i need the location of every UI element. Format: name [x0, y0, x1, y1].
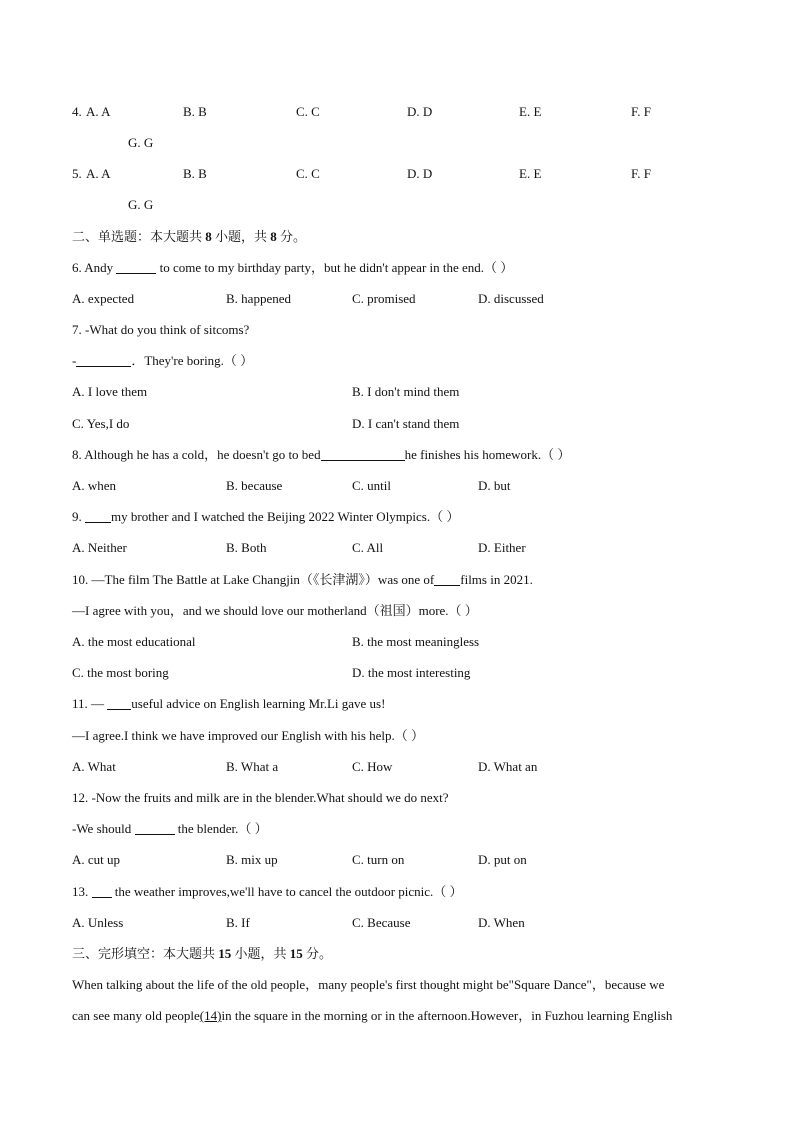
q13-blank[interactable]: [92, 885, 112, 898]
q12-option-a[interactable]: A. cut up: [72, 852, 121, 867]
q7-text-post: ．They're boring.（ ）: [131, 353, 254, 368]
passage-line-1: When talking about the life of the old people，many people's first thought might be"Square Dance"，because we: [72, 977, 665, 992]
q9-option-b[interactable]: B. Both: [226, 540, 267, 555]
q6-option-b[interactable]: B. happened: [226, 291, 291, 306]
q8-stem: [72, 447, 570, 463]
q6-option-d[interactable]: D. discussed: [478, 291, 544, 306]
section3-heading-mid: 小题，共: [231, 946, 290, 961]
q6-text-post: to come to my birthday party，but he didn't appear in the end.（ ）: [156, 260, 514, 275]
q10-text-post: films in 2021.: [460, 572, 533, 587]
section2-heading-text: 二、单选题：本大题共: [72, 229, 206, 244]
q13-text-pre: 13.: [72, 884, 92, 899]
q11-text-post: useful advice on English learning Mr.Li gave us!: [131, 696, 386, 711]
q4-option-f[interactable]: F. F: [631, 104, 651, 119]
q10-response: —I agree with you，and we should love our motherland（祖国）more.（ ）: [72, 603, 478, 618]
q12-stem: 12. -Now the fruits and milk are in the blender.What should we do next?: [72, 790, 449, 805]
q12-blank[interactable]: [135, 822, 175, 835]
q5-option-f[interactable]: F. F: [631, 166, 651, 181]
q7-option-d[interactable]: D. I can't stand them: [352, 416, 460, 431]
q8-option-c[interactable]: C. until: [352, 478, 392, 493]
q10-text-pre: 10. —The film The Battle at Lake Changjin（《长津湖》）was one of: [72, 572, 435, 587]
q12-response: [72, 821, 268, 837]
q11-option-d[interactable]: D. What an: [478, 759, 538, 774]
q6-blank[interactable]: [116, 261, 156, 274]
q7-response: [72, 353, 253, 369]
q5-option-g[interactable]: G. G: [128, 197, 154, 212]
q10-option-b[interactable]: B. the most meaningless: [352, 634, 480, 649]
section2-count: 8: [205, 229, 212, 244]
q4-option-a[interactable]: A. A: [86, 104, 111, 119]
q7-stem: 7. -What do you think of sitcoms?: [72, 322, 250, 337]
q5-option-e[interactable]: E. E: [519, 166, 542, 181]
q5-option-b[interactable]: B. B: [183, 166, 207, 181]
q13-option-b[interactable]: B. If: [226, 915, 250, 930]
q11-text-pre: 11. —: [72, 696, 108, 711]
q11-option-a[interactable]: A. What: [72, 759, 116, 774]
section2-heading-mid: 小题，共: [211, 229, 271, 244]
q8-text-post: he finishes his homework.（ ）: [404, 447, 571, 462]
q5-option-c[interactable]: C. C: [296, 166, 320, 181]
q11-stem: [72, 696, 385, 712]
q9-stem: [72, 509, 459, 525]
q10-option-a[interactable]: A. the most educational: [72, 634, 196, 649]
q4-option-d[interactable]: D. D: [407, 104, 433, 119]
q7-option-c[interactable]: C. Yes,I do: [72, 416, 130, 431]
q13-option-c[interactable]: C. Because: [352, 915, 411, 930]
q9-option-a[interactable]: A. Neither: [72, 540, 127, 555]
q10-option-c[interactable]: C. the most boring: [72, 665, 169, 680]
q8-option-b[interactable]: B. because: [226, 478, 283, 493]
q13-text-post: the weather improves,we'll have to cancel the outdoor picnic.（ ）: [111, 884, 463, 899]
q11-option-b[interactable]: B. What a: [226, 759, 279, 774]
q4-option-e[interactable]: E. E: [519, 104, 542, 119]
section3-heading-end: 分。: [302, 946, 333, 961]
q4-number: 4.: [72, 104, 82, 119]
q6-stem: [72, 260, 513, 276]
q4-option-b[interactable]: B. B: [183, 104, 207, 119]
q8-blank[interactable]: [321, 448, 405, 461]
q9-option-c[interactable]: C. All: [352, 540, 384, 555]
q10-stem: [72, 572, 533, 588]
section2-points: 8: [270, 229, 277, 244]
q12-option-d[interactable]: D. put on: [478, 852, 527, 867]
q12-text-pre: -We should: [72, 821, 135, 836]
q7-blank[interactable]: [76, 354, 131, 367]
q5-option-d[interactable]: D. D: [407, 166, 433, 181]
q5-number: 5.: [72, 166, 82, 181]
section2-heading: [72, 229, 306, 245]
q7-option-a[interactable]: A. I love them: [72, 384, 148, 399]
q9-text-pre: 9.: [72, 509, 85, 524]
q9-option-d[interactable]: D. Either: [478, 540, 526, 555]
q11-option-c[interactable]: C. How: [352, 759, 393, 774]
q13-stem: [72, 884, 463, 900]
q6-option-c[interactable]: C. promised: [352, 291, 416, 306]
q8-option-a[interactable]: A. when: [72, 478, 117, 493]
section3-heading: [72, 946, 332, 962]
q12-option-c[interactable]: C. turn on: [352, 852, 405, 867]
q10-option-d[interactable]: D. the most interesting: [352, 665, 471, 680]
passage-line-2: [72, 1008, 672, 1024]
q7-dash: -: [72, 353, 77, 368]
q9-text-post: my brother and I watched the Beijing 2022 Winter Olympics.（ ）: [111, 509, 460, 524]
q4-option-g[interactable]: G. G: [128, 135, 154, 150]
q12-option-b[interactable]: B. mix up: [226, 852, 278, 867]
q8-option-d[interactable]: D. but: [478, 478, 511, 493]
q5-option-a[interactable]: A. A: [86, 166, 111, 181]
q4-option-c[interactable]: C. C: [296, 104, 320, 119]
section3-points: 15: [289, 946, 303, 961]
q7-option-b[interactable]: B. I don't mind them: [352, 384, 460, 399]
q9-blank[interactable]: [85, 510, 111, 523]
q12-text-post: the blender.（ ）: [174, 821, 268, 836]
q10-blank[interactable]: [434, 573, 460, 586]
q6-option-a[interactable]: A. expected: [72, 291, 135, 306]
q13-option-a[interactable]: A. Unless: [72, 915, 124, 930]
q13-option-d[interactable]: D. When: [478, 915, 525, 930]
section2-heading-end: 分。: [276, 229, 307, 244]
passage-blank-14[interactable]: (14): [199, 1008, 222, 1023]
q8-text-pre: 8. Although he has a cold，he doesn't go to bed: [72, 447, 321, 462]
section3-count: 15: [218, 946, 232, 961]
section3-heading-text: 三、完形填空：本大题共: [72, 946, 219, 961]
q11-blank[interactable]: [107, 697, 131, 710]
passage-text-post: in the square in the morning or in the afternoon.However，in Fuzhou learning English: [221, 1008, 673, 1023]
q6-text-pre: 6. Andy: [72, 260, 117, 275]
passage-text-pre: can see many old people: [72, 1008, 200, 1023]
q11-response: —I agree.I think we have improved our English with his help.（ ）: [72, 728, 425, 743]
